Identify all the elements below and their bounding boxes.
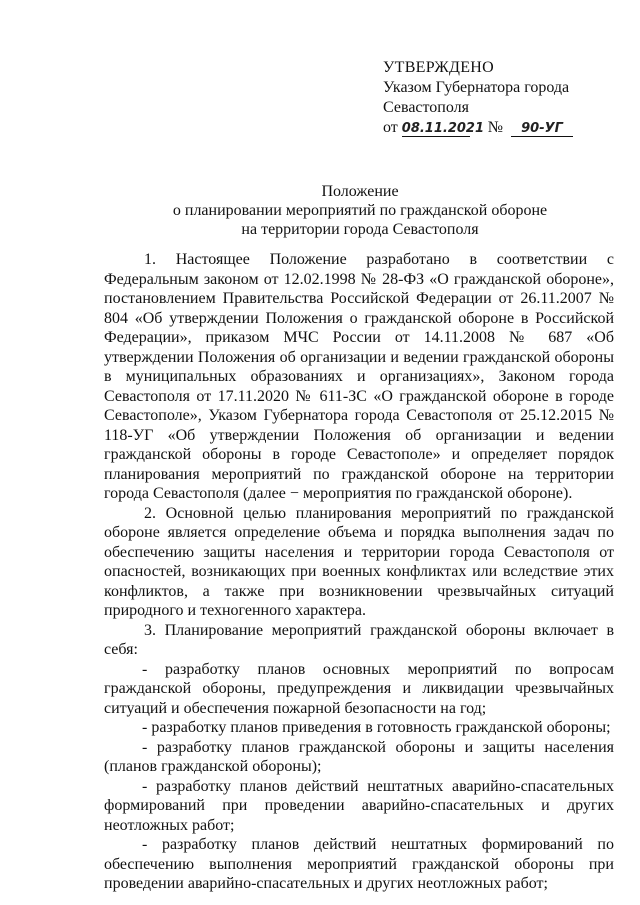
paragraph-3: 3. Планирование мероприятий гражданской обороны включает в себя:	[104, 621, 614, 658]
approval-line-2: Севастополя	[383, 99, 469, 116]
list-item: - разработку планов основных мероприятий по вопросам гражданской обороны, предупреждения и ликвидации чрезвычайных ситуаций и обеспечения пожарной безопасности на год;	[104, 660, 614, 717]
document-title	[100, 182, 620, 239]
number-prefix: №	[487, 119, 504, 136]
paragraph-1: 1. Настоящее Положение разработано в соответствии с Федеральным законом от 12.02.1998 № 28-ФЗ «О гражданской обороне», постановлением Правительства Российской Федерации от 26.11.2007 № 804 «Об утверждении Положения о гражданской обороне в Российской Федерации», приказом МЧС России от 14.11.2008 № 687 «Об утверждении Положения об организации и ведении гражданской обороны в муниципальных образованиях и организациях», Законом города Севастополя от 17.11.2020 № 611-ЗС «О гражданской обороне в городе Севастополе», Указом Губернатора города Севастополя от 25.12.2015 № 118-УГ «Об утверждении Положения об организации и ведении гражданской обороны в городе Севастополе» и определяет порядок планирования мероприятий по гражданской обороне на территории города Севастополя (далее − мероприятия по гражданской обороне).	[104, 251, 614, 502]
date-prefix: от	[383, 119, 398, 136]
approval-line-1: Указом Губернатора города	[383, 79, 570, 96]
document-body	[104, 250, 614, 894]
document-title-line-3: на территории города Севастополя	[241, 221, 479, 238]
list-item: - разработку планов гражданской обороны и защиты населения (планов гражданской обороны);	[104, 738, 614, 775]
document-title-line-1: Положение	[321, 183, 399, 200]
handwritten-date: 08.11.2021	[401, 121, 485, 136]
approval-date-row	[383, 118, 573, 138]
handwritten-number: 90-УГ	[521, 121, 563, 136]
date-field	[401, 118, 485, 137]
approval-stamp	[383, 58, 573, 138]
list-item: - разработку планов действий нештатных формирований по обеспечению выполнения мероприятий гражданской обороны при проведении аварийно-спасательных и других неотложных работ;	[104, 836, 614, 892]
list-item: - разработку планов действий нештатных аварийно-спасательных формирований при проведении аварийно-спасательных и других неотложных работ;	[104, 777, 614, 834]
list-item: - разработку планов приведения в готовность гражданской обороны;	[142, 719, 611, 736]
number-field	[511, 118, 573, 137]
approval-title: УТВЕРЖДЕНО	[383, 59, 495, 76]
paragraph-2: 2. Основной целью планирования мероприятий по гражданской обороне является определение объема и порядка выполнения задач по обеспечению защиты населения и территории города Севастополя от опасностей, возникающих при военных конфликтах или вследствие этих конфликтов, а также при возникновении чрезвычайных ситуаций природного и техногенного характера.	[104, 504, 614, 619]
document-title-line-2: о планировании мероприятий по гражданской обороне	[172, 202, 548, 219]
